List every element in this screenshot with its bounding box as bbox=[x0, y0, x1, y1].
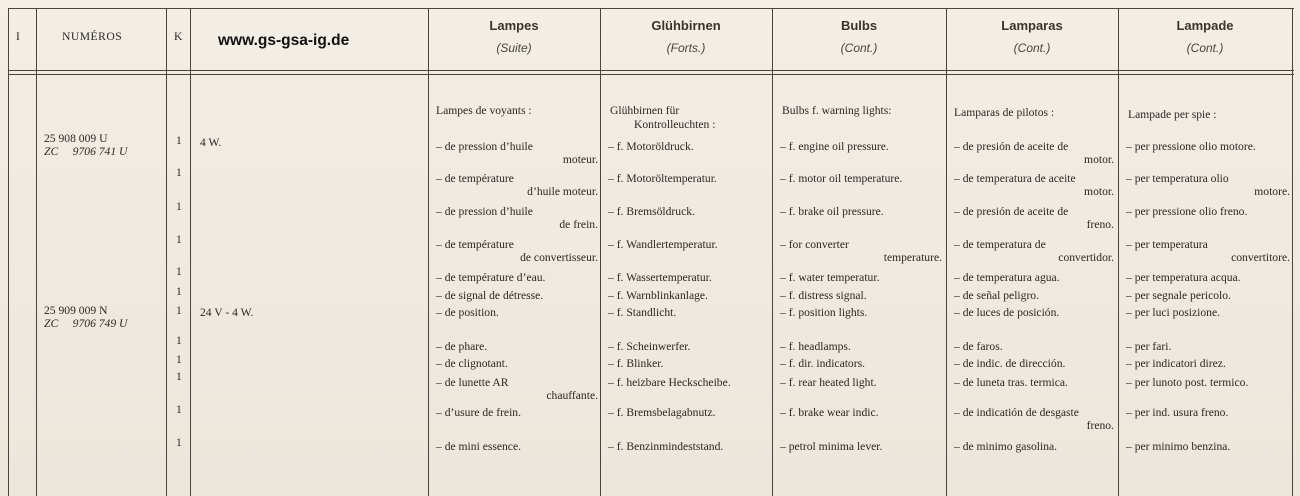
entry-es: – de luneta tras. termica. bbox=[954, 376, 1068, 389]
entry-es: – de indicatión de desgaste bbox=[954, 406, 1079, 419]
qty-cell: 1 bbox=[176, 370, 182, 383]
entry-es: – de faros. bbox=[954, 340, 1003, 353]
entry-fr: – de température bbox=[436, 172, 514, 185]
entry-it: – per minimo benzina. bbox=[1126, 440, 1231, 453]
entry-it: – per fari. bbox=[1126, 340, 1172, 353]
entry-fr: – de lunette AR bbox=[436, 376, 509, 389]
header-rule bbox=[8, 70, 1294, 75]
entry-de: – f. Wandlertemperatur. bbox=[608, 238, 718, 251]
entry-es: – de temperatura de bbox=[954, 238, 1046, 251]
entry-de: – f. Blinker. bbox=[608, 357, 664, 370]
section-title-de-2: Kontrolleuchten : bbox=[634, 118, 716, 131]
col-rule bbox=[600, 8, 601, 496]
entry-de: – f. Benzinmindeststand. bbox=[608, 440, 724, 453]
entry-es: – de temperatura de aceite bbox=[954, 172, 1076, 185]
entry-de: – f. Bremsöldruck. bbox=[608, 205, 695, 218]
part-number-zc: ZC 9706 749 U bbox=[44, 317, 128, 330]
entry-it-cont: motore. bbox=[1254, 185, 1290, 198]
col-header-k: K bbox=[174, 30, 183, 43]
entry-de: – f. Scheinwerfer. bbox=[608, 340, 691, 353]
entry-it: – per pressione olio motore. bbox=[1126, 140, 1256, 153]
entry-fr: – de pression d’huile bbox=[436, 205, 533, 218]
entry-it: – per temperatura olio bbox=[1126, 172, 1229, 185]
entry-es-cont: freno. bbox=[1086, 218, 1114, 231]
lang-subtitle: (Cont.) bbox=[1186, 41, 1224, 55]
entry-en-cont: temperature. bbox=[883, 251, 942, 264]
entry-es: – de temperatura agua. bbox=[954, 271, 1060, 284]
lang-header-it bbox=[1118, 18, 1292, 55]
part-spec: 24 V - 4 W. bbox=[200, 306, 254, 319]
lang-subtitle: (Forts.) bbox=[666, 41, 706, 55]
entry-it: – per luci posizione. bbox=[1126, 306, 1221, 319]
qty-cell: 1 bbox=[176, 166, 182, 179]
entry-de: – f. Warnblinkanlage. bbox=[608, 289, 708, 302]
entry-es: – de luces de posición. bbox=[954, 306, 1060, 319]
qty-cell: 1 bbox=[176, 285, 182, 298]
lang-subtitle: (Cont.) bbox=[1013, 41, 1051, 55]
col-rule bbox=[1118, 8, 1119, 496]
entry-en: – for converter bbox=[780, 238, 849, 251]
entry-en: – f. brake oil pressure. bbox=[780, 205, 884, 218]
section-title-it: Lampade per spie : bbox=[1128, 108, 1217, 121]
entry-en: – f. position lights. bbox=[780, 306, 868, 319]
col-rule bbox=[8, 8, 9, 496]
entry-en: – f. dir. indicators. bbox=[780, 357, 866, 370]
entry-fr: – de phare. bbox=[436, 340, 488, 353]
qty-cell: 1 bbox=[176, 304, 182, 317]
entry-it: – per temperatura bbox=[1126, 238, 1208, 251]
qty-cell: 1 bbox=[176, 403, 182, 416]
col-rule bbox=[36, 8, 37, 496]
entry-en: – f. water temperatur. bbox=[780, 271, 880, 284]
entry-de: – f. Standlicht. bbox=[608, 306, 677, 319]
top-rule bbox=[8, 8, 1294, 9]
lang-header-de bbox=[600, 18, 772, 55]
col-header-i: I bbox=[16, 30, 21, 43]
entry-en: – f. engine oil pressure. bbox=[780, 140, 889, 153]
entry-fr: – de mini essence. bbox=[436, 440, 521, 453]
qty-cell: 1 bbox=[176, 265, 182, 278]
entry-it-cont: convertitore. bbox=[1231, 251, 1290, 264]
section-title-fr: Lampes de voyants : bbox=[436, 104, 532, 117]
qty-cell: 1 bbox=[176, 436, 182, 449]
entry-fr: – de température d’eau. bbox=[436, 271, 546, 284]
entry-de: – f. heizbare Heckscheibe. bbox=[608, 376, 731, 389]
section-title-en: Bulbs f. warning lights: bbox=[782, 104, 892, 117]
entry-it: – per segnale pericolo. bbox=[1126, 289, 1231, 302]
section-title-es: Lamparas de pilotos : bbox=[954, 106, 1055, 119]
entry-fr-cont: de convertisseur. bbox=[520, 251, 598, 264]
entry-fr: – de température bbox=[436, 238, 514, 251]
entry-en: – f. headlamps. bbox=[780, 340, 851, 353]
entry-en: – f. brake wear indic. bbox=[780, 406, 879, 419]
entry-fr-cont: moteur. bbox=[562, 153, 598, 166]
entry-it: – per pressione olio freno. bbox=[1126, 205, 1248, 218]
entry-fr: – de signal de détresse. bbox=[436, 289, 544, 302]
entry-es-cont: motor. bbox=[1084, 153, 1114, 166]
col-rule bbox=[772, 8, 773, 496]
lang-header-es bbox=[946, 18, 1118, 55]
entry-de: – f. Wassertemperatur. bbox=[608, 271, 712, 284]
col-rule bbox=[946, 8, 947, 496]
lang-title: Bulbs bbox=[840, 18, 878, 33]
col-rule bbox=[166, 8, 167, 496]
entry-es: – de indic. de dirección. bbox=[954, 357, 1066, 370]
entry-fr: – d’usure de frein. bbox=[436, 406, 521, 419]
col-header-numeros: NUMÉROS bbox=[62, 30, 123, 43]
lang-title: Glühbirnen bbox=[651, 18, 721, 33]
qty-cell: 1 bbox=[176, 134, 182, 147]
entry-es: – de minimo gasolina. bbox=[954, 440, 1058, 453]
qty-cell: 1 bbox=[176, 200, 182, 213]
col-rule bbox=[1292, 8, 1293, 496]
qty-cell: 1 bbox=[176, 353, 182, 366]
col-rule bbox=[190, 8, 191, 496]
col-rule bbox=[428, 8, 429, 496]
entry-en: – f. distress signal. bbox=[780, 289, 867, 302]
lang-title: Lampade bbox=[1176, 18, 1234, 33]
entry-it: – per temperatura acqua. bbox=[1126, 271, 1241, 284]
entry-fr-cont: chauffante. bbox=[546, 389, 598, 402]
entry-es: – de señal peligro. bbox=[954, 289, 1039, 302]
entry-it: – per lunoto post. termico. bbox=[1126, 376, 1249, 389]
entry-en: – f. motor oil temperature. bbox=[780, 172, 903, 185]
lang-header-fr bbox=[428, 18, 600, 55]
entry-fr: – de pression d’huile bbox=[436, 140, 533, 153]
entry-de: – f. Motoröldruck. bbox=[608, 140, 694, 153]
qty-cell: 1 bbox=[176, 334, 182, 347]
entry-fr: – de position. bbox=[436, 306, 499, 319]
part-number: 25 909 009 N bbox=[44, 304, 108, 317]
section-title-de: Glühbirnen für bbox=[610, 104, 680, 117]
entry-it: – per indicatori direz. bbox=[1126, 357, 1226, 370]
lang-title: Lamparas bbox=[1001, 18, 1063, 33]
entry-fr-cont: d’huile moteur. bbox=[527, 185, 598, 198]
lang-title: Lampes bbox=[489, 18, 539, 33]
brand-watermark: www.gs-gsa-ig.de bbox=[218, 32, 350, 49]
lang-subtitle: (Suite) bbox=[496, 41, 532, 55]
entry-es: – de presión de aceite de bbox=[954, 205, 1069, 218]
qty-cell: 1 bbox=[176, 233, 182, 246]
lang-subtitle: (Cont.) bbox=[840, 41, 878, 55]
entry-en: – f. rear heated light. bbox=[780, 376, 877, 389]
entry-de: – f. Motoröltemperatur. bbox=[608, 172, 717, 185]
part-number-zc: ZC 9706 741 U bbox=[44, 145, 128, 158]
entry-fr-cont: de frein. bbox=[559, 218, 598, 231]
entry-it: – per ind. usura freno. bbox=[1126, 406, 1229, 419]
entry-es-cont: motor. bbox=[1084, 185, 1114, 198]
entry-de: – f. Bremsbelagabnutz. bbox=[608, 406, 716, 419]
lang-header-en bbox=[772, 18, 946, 55]
part-spec: 4 W. bbox=[200, 136, 222, 149]
entry-es-cont: convertidor. bbox=[1058, 251, 1114, 264]
entry-es-cont: freno. bbox=[1086, 419, 1114, 432]
entry-es: – de presión de aceite de bbox=[954, 140, 1069, 153]
entry-en: – petrol minima lever. bbox=[780, 440, 883, 453]
part-number: 25 908 009 U bbox=[44, 132, 108, 145]
entry-fr: – de clignotant. bbox=[436, 357, 508, 370]
